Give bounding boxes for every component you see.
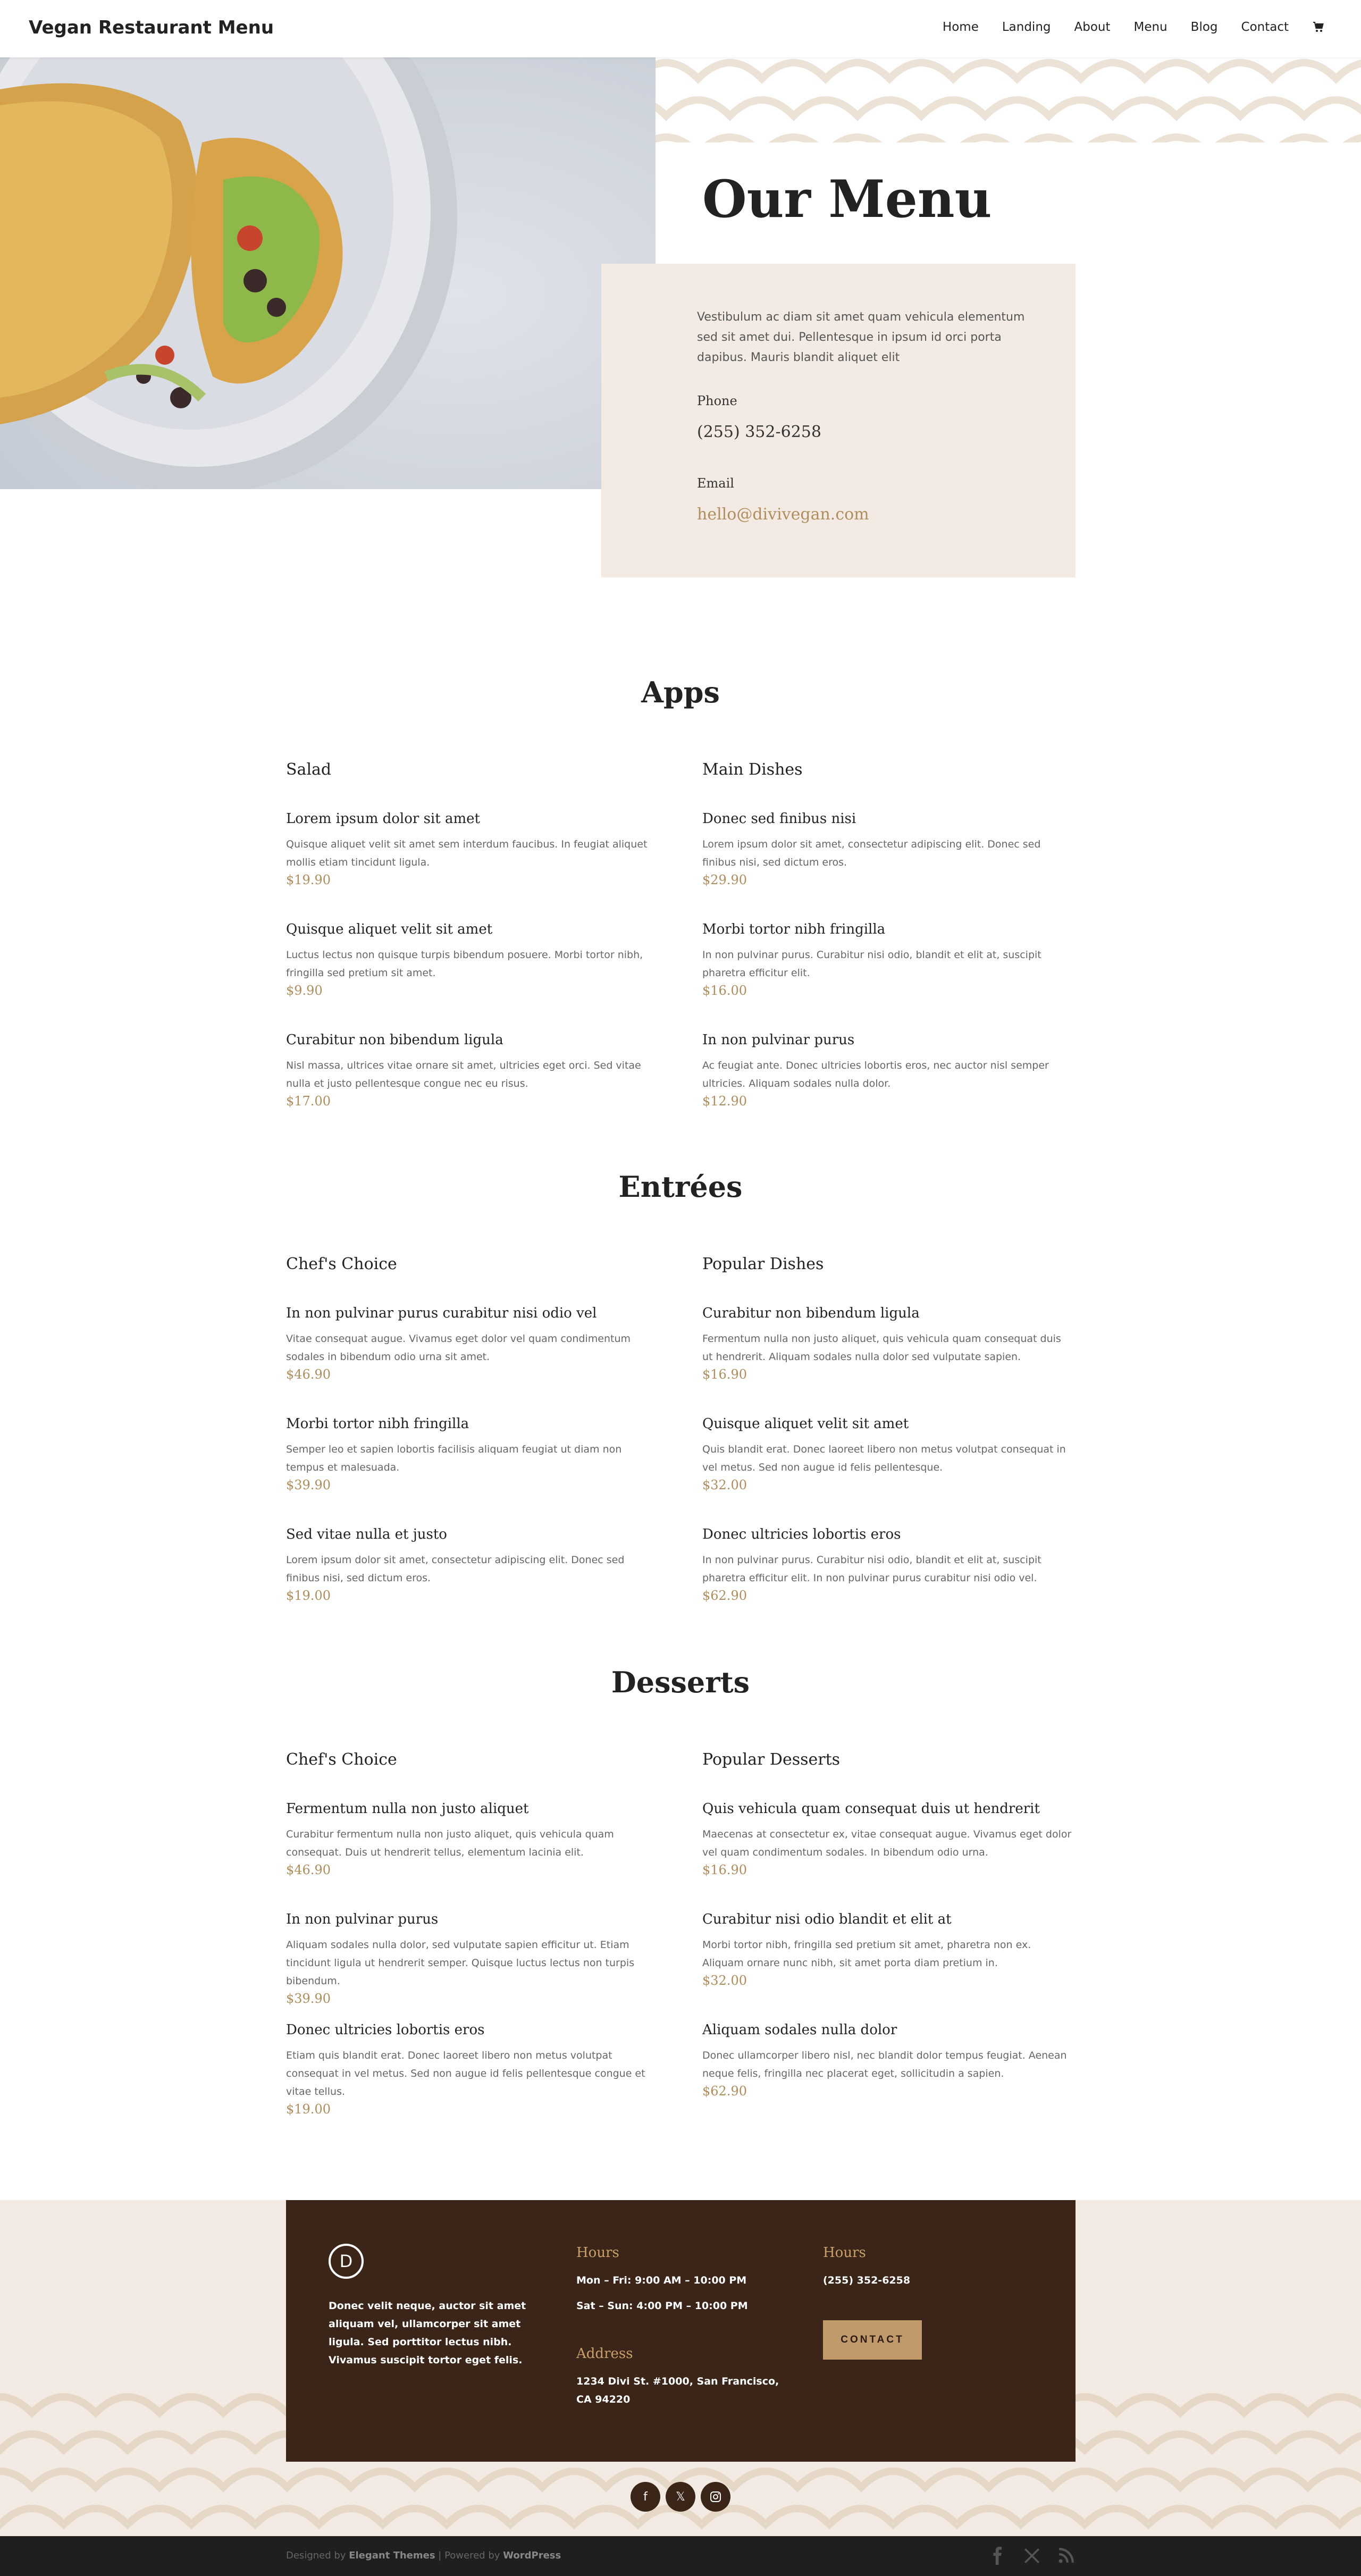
- nav-menu[interactable]: Menu: [1133, 20, 1167, 34]
- phone-label: Phone: [697, 393, 737, 408]
- menu-item: [286, 1032, 658, 1109]
- menu-item: [286, 1526, 658, 1603]
- facebook-icon[interactable]: f: [631, 2482, 660, 2512]
- menu-item-name: Quisque aliquet velit sit amet: [702, 1416, 909, 1432]
- menu-item: [286, 1911, 658, 2006]
- menu-item-price: $19.00: [286, 2102, 331, 2117]
- address-text: 1234 Divi St. #1000, San Francisco, CA 94220: [576, 2376, 779, 2405]
- menu-item-price: $39.90: [286, 1478, 331, 1492]
- menu-item: [286, 1305, 658, 1382]
- column-title: Popular Desserts: [702, 1750, 841, 1769]
- menu-item-description: Fermentum nulla non justo aliquet, quis vehicula quam consequat duis ut hendrerit. Aliquam sodales nulla dolor sed vulputate sapien.: [702, 1333, 1061, 1363]
- menu-item-description: Donec ullamcorper libero nisl, nec blandit dolor tempus feugiat. Aenean neque felis, fringilla nec placerat eget, sollicitudin a sapien.: [702, 2050, 1067, 2079]
- menu-item: [702, 921, 1074, 998]
- hours-weekday: Mon – Fri: 9:00 AM – 10:00 PM: [576, 2275, 747, 2286]
- nav-home[interactable]: Home: [942, 20, 979, 34]
- section-title: Apps: [641, 675, 720, 709]
- credits-brand-link[interactable]: Elegant Themes: [349, 2550, 435, 2561]
- menu-item-price: $19.00: [286, 1588, 331, 1603]
- menu-item: [286, 2022, 658, 2117]
- menu-item: [286, 1801, 658, 1877]
- menu-item-name: Quis vehicula quam consequat duis ut hendrerit: [702, 1801, 1040, 1817]
- menu-item-name: Morbi tortor nibh fringilla: [702, 921, 886, 937]
- menu-item-description: In non pulvinar purus. Curabitur nisi odio, blandit et elit at, suscipit pharetra efficitur elit.: [702, 949, 1041, 979]
- menu-item-price: $32.00: [702, 1478, 747, 1492]
- hero-description: Vestibulum ac diam sit amet quam vehicula elementum sed sit amet dui. Pellentesque in ipsum id orci porta dapibus. Mauris blandit aliquet elit: [697, 311, 1025, 364]
- instagram-icon[interactable]: [701, 2482, 730, 2512]
- nav-contact[interactable]: Contact: [1241, 20, 1289, 34]
- column-title: Main Dishes: [702, 760, 803, 779]
- email-link[interactable]: hello@divivegan.com: [697, 505, 869, 524]
- menu-item-description: Lorem ipsum dolor sit amet, consectetur adipiscing elit. Donec sed finibus nisi, sed dictum eros.: [286, 1554, 625, 1584]
- menu-item-name: In non pulvinar purus curabitur nisi odio vel: [286, 1305, 597, 1321]
- menu-item-name: Aliquam sodales nulla dolor: [702, 2022, 897, 2038]
- menu-item-name: Lorem ipsum dolor sit amet: [286, 811, 480, 827]
- column-title: Salad: [286, 760, 332, 779]
- menu-item-name: Curabitur nisi odio blandit et elit at: [702, 1911, 952, 1927]
- menu-item-name: Donec ultricies lobortis eros: [702, 1526, 901, 1542]
- menu-item-price: $17.00: [286, 1094, 331, 1109]
- menu-item-description: Aliquam sodales nulla dolor, sed vulputate sapien efficitur ut. Etiam tincidunt ligula ut hendrerit semper. Quisque luctus lectus non turpis bibendum.: [286, 1939, 635, 1987]
- rss-icon[interactable]: [1057, 2547, 1075, 2565]
- section-title: Entrées: [618, 1170, 743, 1204]
- menu-item-price: $16.90: [702, 1862, 747, 1877]
- menu-item: [702, 1032, 1074, 1109]
- menu-item-price: $29.90: [702, 872, 747, 887]
- menu-item-description: Morbi tortor nibh, fringilla sed pretium sit amet, pharetra non ex. Aliquam ornare nunc nibh, sit amet porta diam pretium in.: [702, 1939, 1031, 1969]
- menu-item-price: $9.90: [286, 983, 323, 998]
- menu-item: [702, 2022, 1074, 2099]
- menu-item-name: In non pulvinar purus: [702, 1032, 855, 1048]
- page-title: Our Menu: [702, 169, 992, 229]
- cart-icon[interactable]: [1312, 21, 1325, 33]
- menu-item-description: Quisque aliquet velit sit amet sem interdum faucibus. In feugiat aliquet mollis etiam tincidunt ligula.: [286, 838, 648, 868]
- menu-item-price: $46.90: [286, 1367, 331, 1382]
- credits: [286, 2550, 561, 2561]
- address-heading: Address: [576, 2346, 633, 2362]
- menu-item: [702, 811, 1074, 887]
- menu-item: [702, 1911, 1074, 1988]
- bottom-bar: [0, 2536, 1361, 2576]
- menu-item-name: Donec ultricies lobortis eros: [286, 2022, 485, 2038]
- menu-item-description: Vitae consequat augue. Vivamus eget dolor vel quam condimentum sodales in bibendum odio urna sit amet.: [286, 1333, 631, 1363]
- menu-item-description: Etiam quis blandit erat. Donec laoreet libero non metus volutpat consequat in vel metus. Sed non augue id felis pellentesque congue et vitae tellus.: [286, 2050, 645, 2097]
- site-header: [0, 0, 1361, 57]
- menu-item-price: $62.90: [702, 2084, 747, 2099]
- menu-item: [702, 1305, 1074, 1382]
- menu-item-name: Morbi tortor nibh fringilla: [286, 1416, 469, 1432]
- menu-item-name: Donec sed finibus nisi: [702, 811, 856, 827]
- taco-plate-illustration: [0, 57, 656, 489]
- contact-button[interactable]: CONTACT: [823, 2320, 922, 2360]
- main-nav: [943, 20, 1325, 34]
- menu-item-price: $46.90: [286, 1862, 331, 1877]
- menu-item-description: Ac feugiat ante. Donec ultricies lobortis eros, nec auctor nisl semper ultricies. Aliquam sodales nulla dolor.: [702, 1060, 1049, 1089]
- hero-food-image: [0, 57, 656, 489]
- menu-item-price: $32.00: [702, 1973, 747, 1988]
- menu-item-description: Curabitur fermentum nulla non justo aliquet, quis vehicula quam consequat. Duis ut hendrerit tellus, elementum lacinia elit.: [286, 1828, 614, 1858]
- footer-logo[interactable]: D: [329, 2244, 364, 2279]
- menu-item-price: $12.90: [702, 1094, 747, 1109]
- menu-item-price: $16.00: [702, 983, 747, 998]
- menu-item-description: In non pulvinar purus. Curabitur nisi odio, blandit et elit at, suscipit pharetra efficitur elit. In non pulvinar purus curabitur nisi odio vel.: [702, 1554, 1041, 1584]
- menu-item-name: Curabitur non bibendum ligula: [702, 1305, 920, 1321]
- menu-item-description: Semper leo et sapien lobortis facilisis aliquam feugiat ut diam non tempus et malesuada.: [286, 1444, 622, 1473]
- menu-item-name: Curabitur non bibendum ligula: [286, 1032, 503, 1048]
- menu-item: [702, 1416, 1074, 1492]
- phone-heading: Hours: [823, 2245, 866, 2261]
- footer-phone[interactable]: (255) 352-6258: [823, 2275, 911, 2286]
- facebook-icon[interactable]: [989, 2547, 1007, 2565]
- menu-item: [286, 1416, 658, 1492]
- menu-item-description: Maecenas at consectetur ex, vitae consequat augue. Vivamus eget dolor vel quam condimentum sodales. In bibendum odio urna.: [702, 1828, 1072, 1858]
- menu-item-name: Fermentum nulla non justo aliquet: [286, 1801, 529, 1817]
- menu-item-price: $62.90: [702, 1588, 747, 1603]
- menu-item-description: Lorem ipsum dolor sit amet, consectetur adipiscing elit. Donec sed finibus nisi, sed dictum eros.: [702, 838, 1041, 868]
- nav-landing[interactable]: Landing: [1002, 20, 1051, 34]
- nav-about[interactable]: About: [1074, 20, 1111, 34]
- column-title: Chef's Choice: [286, 1750, 397, 1769]
- email-label: Email: [697, 476, 734, 491]
- decorative-pattern: [656, 57, 1361, 142]
- credits-platform-link[interactable]: WordPress: [503, 2550, 561, 2561]
- menu-item: [702, 1801, 1074, 1877]
- menu-item-price: $16.90: [702, 1367, 747, 1382]
- menu-item-name: Sed vitae nulla et justo: [286, 1526, 447, 1542]
- menu-item-price: $39.90: [286, 1991, 331, 2006]
- menu-item-name: Quisque aliquet velit sit amet: [286, 921, 493, 937]
- credits-separator: | Powered by: [438, 2550, 500, 2561]
- column-title: Chef's Choice: [286, 1255, 397, 1273]
- nav-blog[interactable]: Blog: [1190, 20, 1218, 34]
- footer-about: Donec velit neque, auctor sit amet aliquam vel, ullamcorper sit amet ligula. Sed porttitor lectus nibh. Vivamus suscipit tortor eget felis.: [329, 2300, 526, 2366]
- menu-item-name: In non pulvinar purus: [286, 1911, 439, 1927]
- phone-number[interactable]: (255) 352-6258: [697, 423, 821, 441]
- x-twitter-icon[interactable]: 𝕏: [666, 2482, 695, 2512]
- site-logo[interactable]: Vegan Restaurant Menu: [29, 17, 274, 38]
- menu-item-price: $19.90: [286, 872, 331, 887]
- menu-item-description: Luctus lectus non quisque turpis bibendum posuere. Morbi tortor nibh, fringilla sed pretium sit amet.: [286, 949, 643, 979]
- section-title: Desserts: [611, 1665, 750, 1699]
- credits-prefix: Designed by: [286, 2550, 346, 2561]
- menu-item: [286, 811, 658, 887]
- menu-item-description: Nisl massa, ultrices vitae ornare sit amet, ultricies eget orci. Sed vitae nulla et justo pellentesque congue nec eu risus.: [286, 1060, 641, 1089]
- menu-item-description: Quis blandit erat. Donec laoreet libero non metus volutpat consequat in vel metus. Sed non augue id felis pellentesque.: [702, 1444, 1066, 1473]
- x-twitter-icon[interactable]: [1023, 2547, 1041, 2565]
- column-title: Popular Dishes: [702, 1255, 824, 1273]
- menu-item: [702, 1526, 1074, 1603]
- menu-item: [286, 921, 658, 998]
- hours-weekend: Sat – Sun: 4:00 PM – 10:00 PM: [576, 2300, 748, 2312]
- hours-heading: Hours: [576, 2245, 619, 2261]
